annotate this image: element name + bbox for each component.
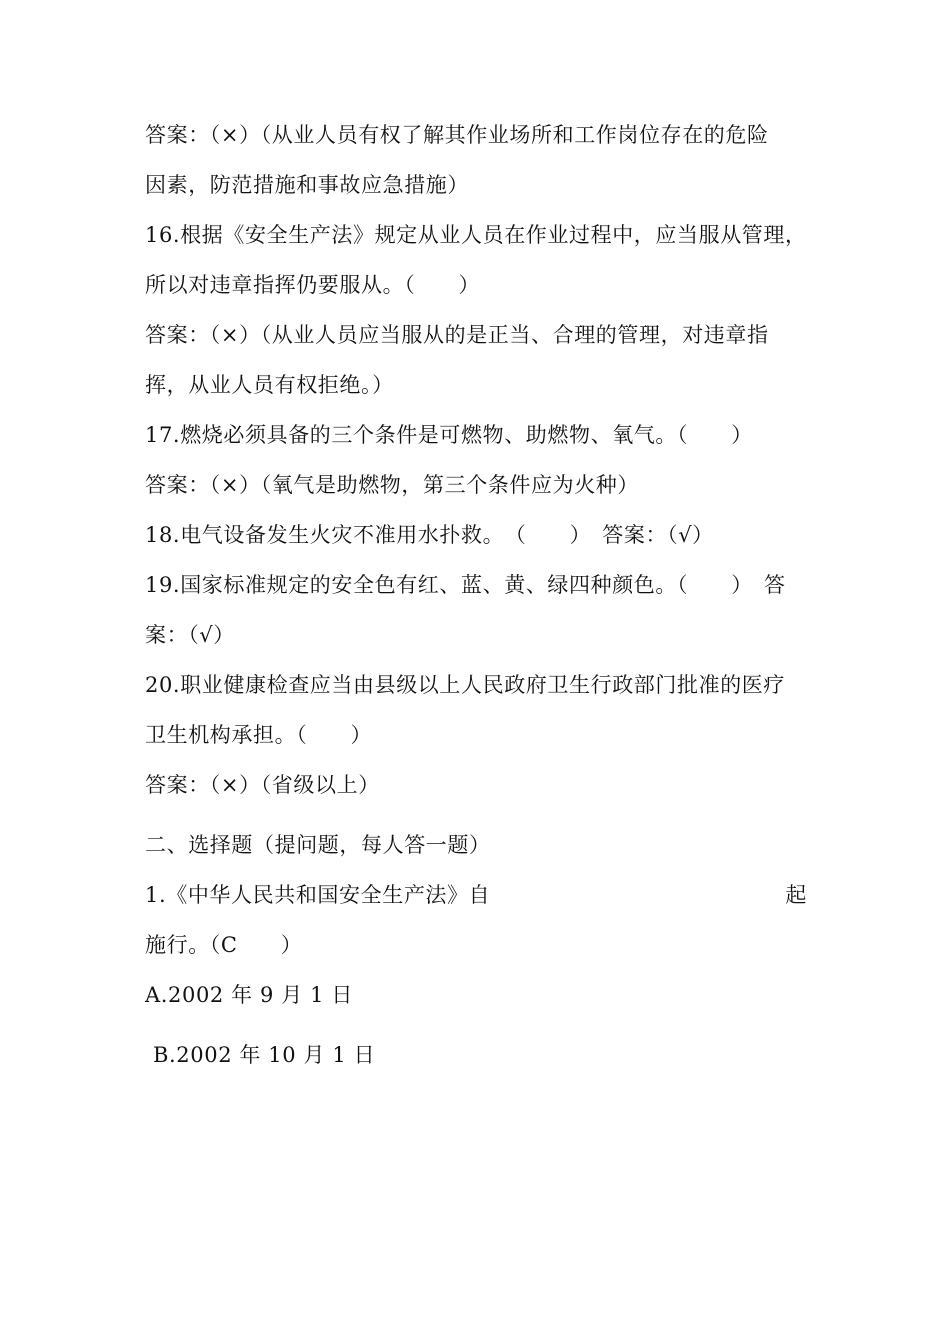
question-19-line-2: 案：（√） (145, 623, 235, 647)
question-16-line-1: 16.根据《安全生产法》规定从业人员在作业过程中，应当服从管理， (145, 223, 807, 247)
question-16-line-2: 所以对违章指挥仍要服从。（ ） (145, 273, 481, 297)
answer-15-line-1: 答案：（×）（从业人员有权了解其作业场所和工作岗位存在的危险 (145, 123, 769, 147)
choice-question-1-trailing-char: 起 (785, 883, 807, 907)
choice-question-1-line-1 (145, 880, 807, 910)
answer-16-line-1: 答案：（×）（从业人员应当服从的是正当、合理的管理，对违章指 (145, 323, 769, 347)
option-b: B.2002 年 10 月 1 日 (153, 1043, 376, 1067)
question-17: 17.燃烧必须具备的三个条件是可燃物、助燃物、氧气。（ ） (145, 423, 753, 447)
section-heading: 二、选择题（提问题，每人答一题） (145, 833, 491, 857)
choice-question-1-line-2: 施行。（C ） (145, 933, 303, 957)
question-20-line-2: 卫生机构承担。（ ） (145, 723, 373, 747)
answer-17: 答案：（×）（氧气是助燃物，第三个条件应为火种） (145, 473, 639, 497)
question-18: 18.电气设备发生火灾不准用水扑救。 （ ） 答案：（√） (145, 523, 714, 547)
option-a: A.2002 年 9 月 1 日 (145, 983, 353, 1007)
choice-question-1-text: 1.《中华人民共和国安全生产法》自 (145, 883, 491, 907)
answer-16-line-2: 挥，从业人员有权拒绝。） (145, 373, 394, 397)
answer-15-line-2: 因素，防范措施和事故应急措施） (145, 173, 469, 197)
question-19-line-1: 19.国家标准规定的安全色有红、蓝、黄、绿四种颜色。（ ） 答 (145, 573, 786, 597)
answer-20: 答案：（×）（省级以上） (145, 773, 380, 797)
question-20-line-1: 20.职业健康检查应当由县级以上人民政府卫生行政部门批准的医疗 (145, 673, 785, 697)
